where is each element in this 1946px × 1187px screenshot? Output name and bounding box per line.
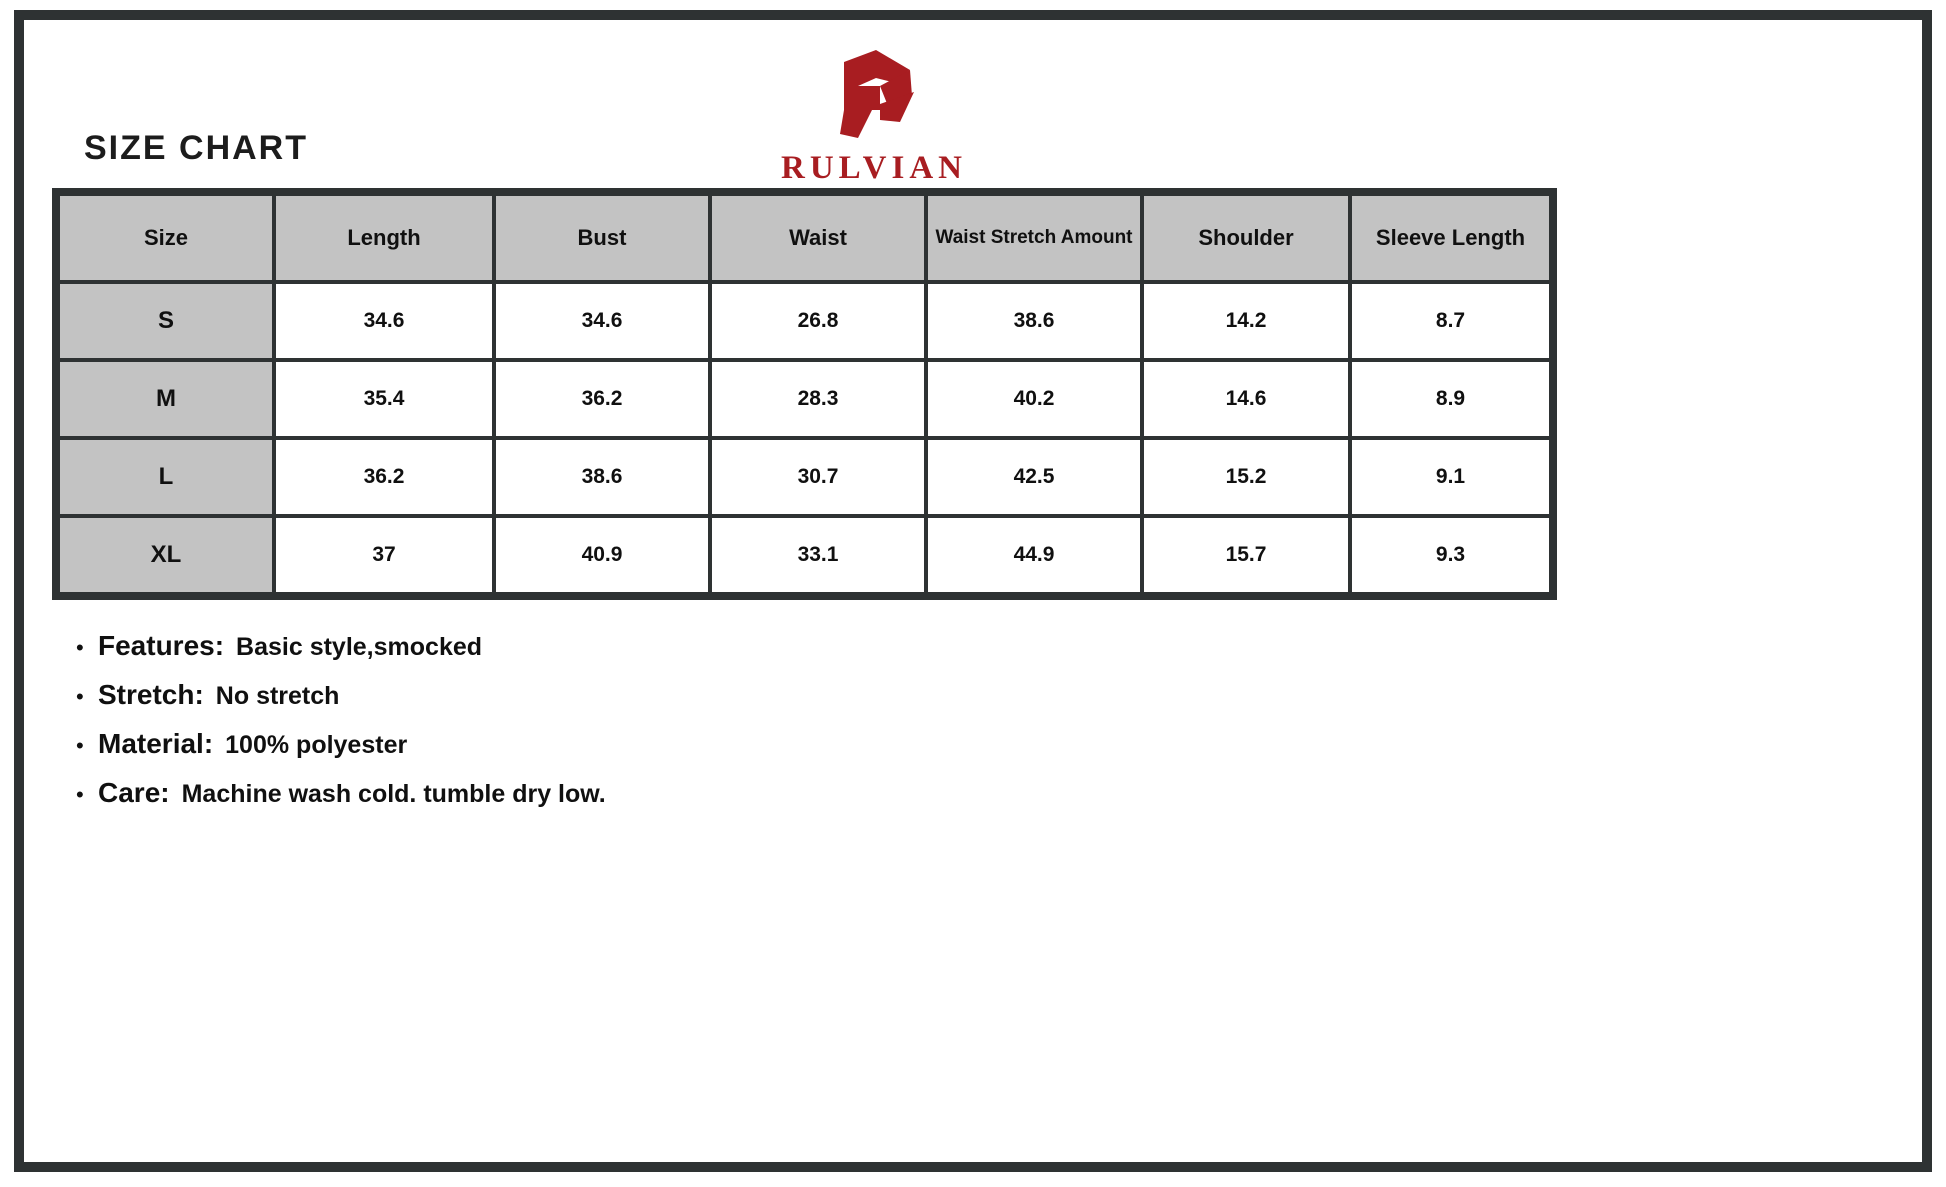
cell-shoulder: 14.6 — [1144, 362, 1348, 436]
note-value-care: Machine wash cold. tumble dry low. — [181, 780, 606, 808]
bullet-icon: • — [76, 782, 84, 807]
cell-length: 34.6 — [276, 284, 492, 358]
cell-waist: 28.3 — [712, 362, 924, 436]
bullet-icon: • — [76, 684, 84, 709]
column-header-shoulder: Shoulder — [1144, 196, 1348, 280]
cell-waist: 33.1 — [712, 518, 924, 592]
cell-size: L — [60, 440, 272, 514]
brand-block — [714, 50, 1034, 187]
list-item — [76, 679, 1376, 711]
cell-bust: 36.2 — [496, 362, 708, 436]
brand-name: RULVIAN — [781, 150, 967, 186]
cell-shoulder: 15.2 — [1144, 440, 1348, 514]
cell-size: M — [60, 362, 272, 436]
cell-waist: 26.8 — [712, 284, 924, 358]
cell-bust: 34.6 — [496, 284, 708, 358]
column-header-length: Length — [276, 196, 492, 280]
note-value-features: Basic style,smocked — [236, 633, 483, 661]
cell-waist-stretch: 40.2 — [928, 362, 1140, 436]
cell-shoulder: 14.2 — [1144, 284, 1348, 358]
column-header-waist: Waist — [712, 196, 924, 280]
bullet-icon: • — [76, 733, 84, 758]
cell-waist-stretch: 44.9 — [928, 518, 1140, 592]
table-header — [60, 196, 1549, 280]
cell-length: 36.2 — [276, 440, 492, 514]
table-row — [60, 440, 1549, 514]
bullet-icon: • — [76, 635, 84, 660]
list-item — [76, 728, 1376, 760]
cell-sleeve: 8.9 — [1352, 362, 1549, 436]
page-content — [24, 20, 1922, 1162]
product-notes-list — [76, 630, 1376, 826]
cell-waist: 30.7 — [712, 440, 924, 514]
cell-size: S — [60, 284, 272, 358]
size-table-wrapper — [52, 188, 1526, 600]
size-table — [52, 188, 1557, 600]
table-header-row — [60, 196, 1549, 280]
list-item — [76, 630, 1376, 662]
list-item — [76, 777, 1376, 809]
table-row — [60, 362, 1549, 436]
cell-waist-stretch: 42.5 — [928, 440, 1140, 514]
cell-waist-stretch: 38.6 — [928, 284, 1140, 358]
page-title: SIZE CHART — [84, 129, 308, 167]
cell-sleeve: 8.7 — [1352, 284, 1549, 358]
note-value-material: 100% polyester — [225, 731, 408, 759]
page-border-frame — [14, 10, 1932, 1172]
cell-shoulder: 15.7 — [1144, 518, 1348, 592]
cell-length: 35.4 — [276, 362, 492, 436]
note-value-stretch: No stretch — [215, 682, 340, 710]
note-label-features: Features: — [98, 630, 225, 661]
table-body — [60, 284, 1549, 592]
column-header-sleeve-length: Sleeve Length — [1352, 196, 1549, 280]
title-block — [84, 130, 324, 192]
rulvian-r-monogram-icon — [714, 50, 1034, 140]
note-label-stretch: Stretch: — [98, 679, 204, 710]
cell-bust: 38.6 — [496, 440, 708, 514]
cell-size: XL — [60, 518, 272, 592]
table-row — [60, 518, 1549, 592]
column-header-waist-stretch-amount: Waist Stretch Amount — [928, 196, 1140, 280]
cell-sleeve: 9.3 — [1352, 518, 1549, 592]
note-label-material: Material: — [98, 728, 214, 759]
cell-bust: 40.9 — [496, 518, 708, 592]
cell-sleeve: 9.1 — [1352, 440, 1549, 514]
cell-length: 37 — [276, 518, 492, 592]
column-header-size: Size — [60, 196, 272, 280]
note-label-care: Care: — [98, 777, 170, 808]
table-row — [60, 284, 1549, 358]
column-header-bust: Bust — [496, 196, 708, 280]
